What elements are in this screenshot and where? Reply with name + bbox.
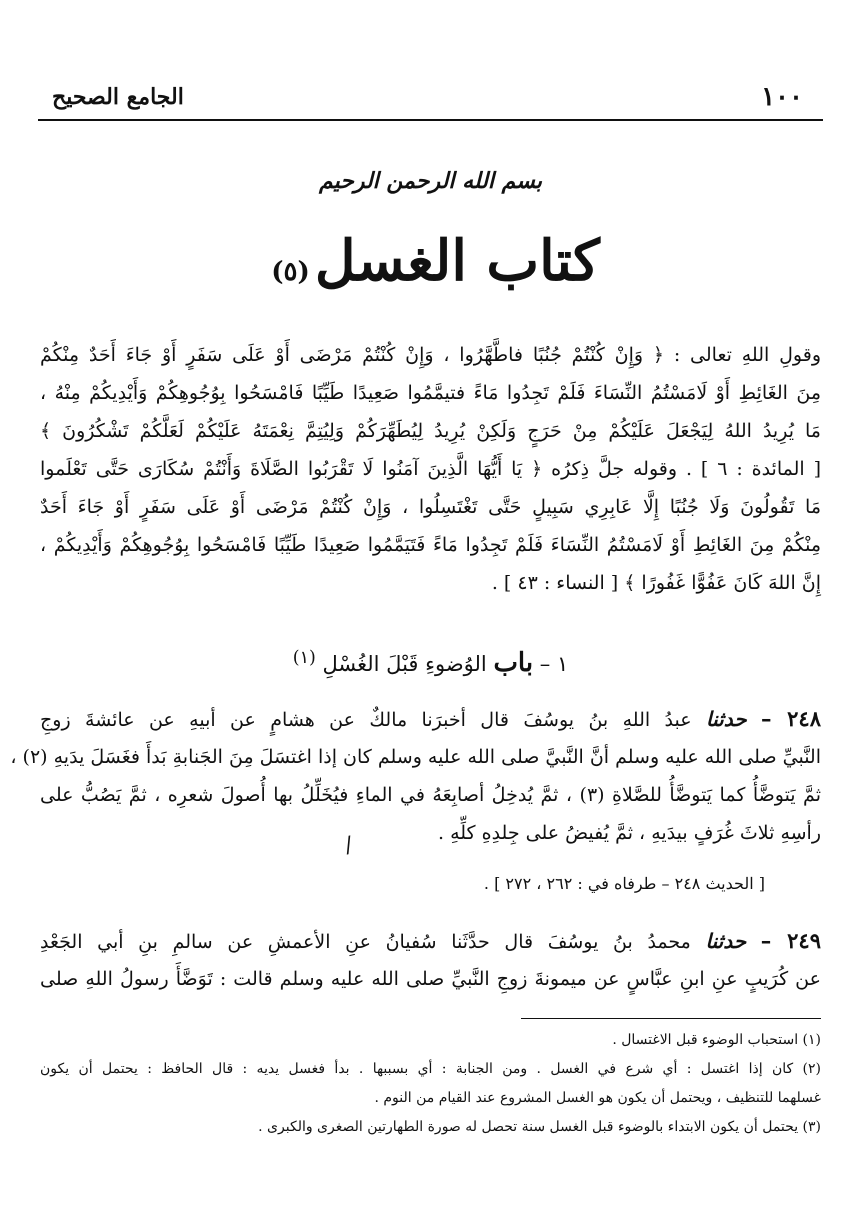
text-line: وقولِ اللهِ تعالى : ﴿ وَإِنْ كُنْتُمْ جُنُبًا فاطَّهَّرُوا ، وَإِنْ كُنْتُمْ مَرْضَى أَوْ عَلَى سَفَرٍ أَوْ جَاءَ أَحَدٌ مِنْكُمْ [40,344,821,366]
footnote: (١) استحباب الوضوء قبل الاغتسال . [612,1032,821,1048]
footnote-marker: (١) [292,648,316,668]
chapter-number: ١ – [539,652,569,676]
hadith-text: عبدُ اللهِ بنُ يوسُفَ قال أخبرَنا مالكٌ عن هشامٍ عن أبيهِ عن عائشةَ زوجِ [40,709,692,731]
book-number: (٥) [271,257,310,287]
text-line [40,922,821,960]
text-line: رأسِهِ ثلاثَ غُرَفٍ بيدَيهِ ، ثمَّ يُفيضُ على جِلدِهِ كلِّهِ . [437,822,821,844]
footnote-rule [521,1018,821,1019]
hadith-number: ٢٤٨ – [760,706,821,731]
footnotes [40,1026,821,1142]
text-line: مِنْكُمْ مِنَ الغَائِطِ أَوْ لَامَسْتُمُ النِّسَاءَ فَلَمْ تَجِدُوا مَاءً فَتَيَمَّمُوا صَعِيدًا طَيِّبًا فَامْسَحُوا بِوُجُوهِكُمْ وَأَيْدِيكُمْ ، [40,534,821,556]
text-line: النَّبيِّ صلى الله عليه وسلم أنَّ النَّبيَّ صلى الله عليه وسلم كان إذا اغتسَلَ مِنَ الجَنابةِ بَدأَ فغَسَلَ يدَيهِ (٢) ، [10,746,821,768]
handwritten-mark: / [342,832,355,859]
haddathana-word: حدثنا [705,929,747,953]
chapter-title: الوُضوءِ قَبْلَ الغُسْلِ [322,652,487,676]
text-line: [ المائدة : ٦ ] . وقوله جلَّ ذِكرُه ﴿ يَا أَيُّهَا الَّذِينَ آمَنُوا لَا تَقْرَبُوا الصَّلَاةَ وَأَنْتُمْ سُكَارَى حَتَّى تَعْلَموا [40,458,821,480]
text-line: مِنَ الغَائِطِ أَوْ لَامَسْتُمُ النِّسَاءَ فَلَمْ تَجِدُوا مَاءً فتيمَّمُوا صَعِيدًا طَيِّبًا فَامْسَحُوا بِوُجُوهِكُمْ وَأَيْدِيكُمْ مِنْهُ ، [40,382,821,404]
intro-paragraph [40,336,821,602]
hadith-text: محمدُ بنُ يوسُفَ قال حدَّثَنا سُفيانُ عنِ الأعمشِ عن سالمِ بنِ أبي الجَعْدِ [40,931,691,953]
hadith-249 [40,922,821,998]
text-line: إِنَّ اللهَ كَانَ عَفُوًّا غَفُورًا ﴾ [ النساء : ٤٣ ] . [491,572,821,594]
text-line [40,700,821,738]
running-header-title: الجامع الصحيح [52,84,184,110]
footnote: (٣) يحتمل أن يكون الابتداء بالوضوء قبل الغسل سنة تحصل له صورة الطهارتين الصغرى والكبرى . [258,1119,821,1135]
text-line: مَا يُرِيدُ اللهُ لِيَجْعَلَ عَلَيْكُمْ مِنْ حَرَجٍ وَلَكِنْ يُرِيدُ لِيُطَهِّرَكُمْ وَلِيُتِمَّ نِعْمَتَهُ عَلَيْكُمْ لَعَلَّكُمْ تَشْكُرُونَ ﴾ [40,420,821,442]
header-rule [38,119,823,121]
hadith-248 [10,700,821,852]
footnote: (٢) كان إذا اغتسل : أي شرع في الغسل . ومن الجنابة : أي بسببها . بدأ فغسل يديه : قال الحافظ : يحتمل أن يكون [40,1061,821,1077]
footnote-continuation: غسلهما للتنظيف ، ويحتمل أن يكون هو الغسل المشروع عند القيام من النوم . [374,1090,821,1106]
text-line: ثمَّ يَتوضَّأُ كما يَتوضَّأُ للصَّلاةِ (٣) ، ثمَّ يُدخِلُ أصابِعَهُ في الماءِ فيُخَلِّلُ بها أُصولَ شعرِه ، ثمَّ يَصُبُّ على [40,784,821,806]
cross-reference: [ الحديث ٢٤٨ – طرفاه في : ٢٦٢ ، ٢٧٢ ] . [483,874,765,893]
chapter-heading [0,648,861,678]
haddathana-word: حدثنا [706,707,747,731]
chapter-word: باب [493,648,534,678]
hadith-number: ٢٤٩ – [760,928,821,953]
book-heading [0,228,861,294]
book-title: كتاب الغسل [314,228,600,294]
text-line: عن كُرَيبٍ عنِ ابنِ عبَّاسٍ عن ميمونةَ زوجِ النَّبيِّ صلى الله عليه وسلم قالت : تَوَضَّأَ رسولُ اللهِ صلى [40,968,821,990]
page-number: ١٠٠ [761,82,803,112]
basmala: بسم الله الرحمن الرحيم [318,168,543,194]
text-line: مَا تَقُولُونَ وَلَا جُنُبًا إِلَّا عَابِرِي سَبِيلٍ حَتَّى تَغْتَسِلُوا ، وَإِنْ كُنْتُمْ مَرْضَى أَوْ عَلَى سَفَرٍ أَوْ جَاءَ أَحَدٌ [40,496,821,518]
